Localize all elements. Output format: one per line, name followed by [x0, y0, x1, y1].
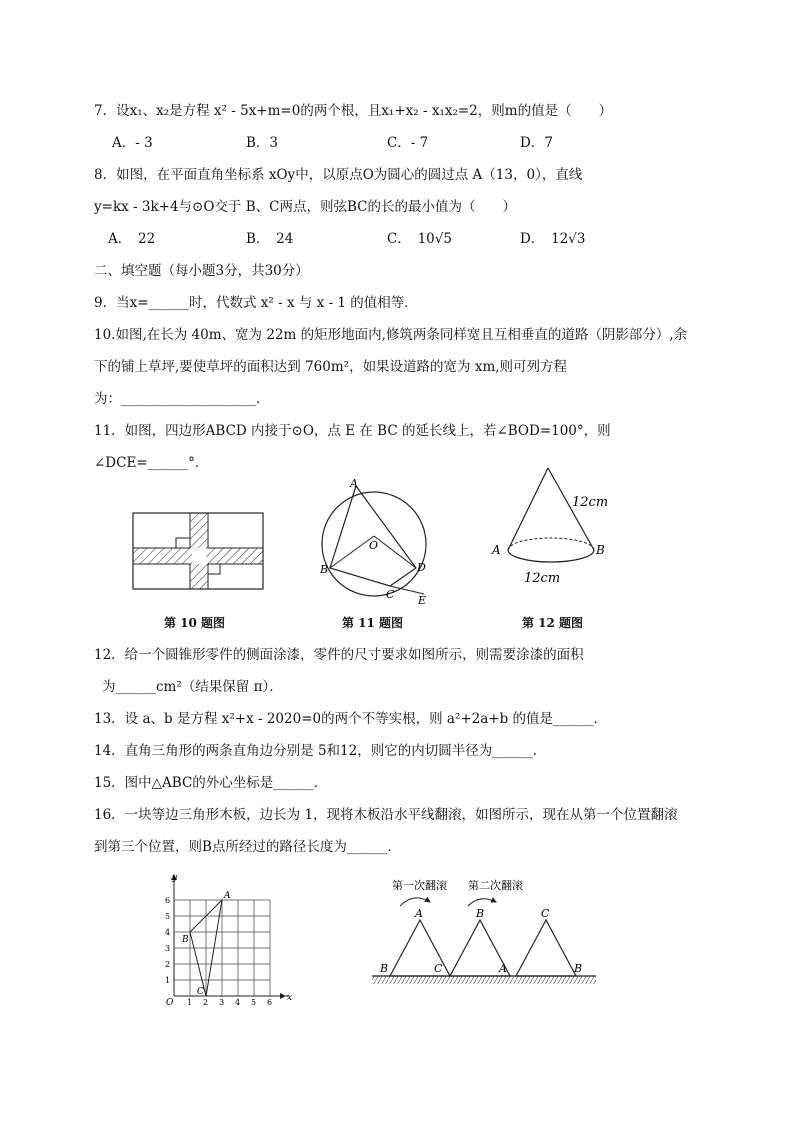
fig11-label-a: A — [350, 477, 358, 490]
question-12-line1: 12．给一个圆锥形零件的侧面涂漆，零件的尺寸要求如图所示，则需要涂漆的面积 — [94, 647, 584, 663]
fig15-origin-label: O — [166, 998, 174, 1006]
fig12-label-a: A — [492, 543, 501, 557]
fig15-x-tick: 2 — [203, 998, 209, 1006]
fig15-x-tick: 4 — [235, 998, 241, 1006]
question-12-line2: 为______cm²（结果保留 π）． — [102, 679, 283, 695]
figure-11 — [316, 476, 436, 606]
figure-12 — [488, 466, 618, 590]
question-8-line2: y=kx - 3k+4与⊙O交于 B、C两点，则弦BC的长的最小值为（ ） — [94, 199, 516, 215]
fig16-roll1-arrow — [400, 898, 430, 906]
fig16-roll2-label: 第二次翻滚 — [468, 879, 523, 892]
cone-base-front — [508, 550, 594, 562]
fig15-x-tick: 5 — [251, 998, 257, 1006]
fig11-label-e: E — [418, 594, 427, 606]
question-7-text: 7．设x₁、x₂是方程 x² - 5x+m=0的两个根，且x₁+x₂ - x₁x₂=2，则m的值是（ ） — [94, 103, 613, 119]
road-offset-left — [176, 538, 190, 548]
fig16-roll1-label: 第一次翻滚 — [392, 879, 447, 892]
fig15-point-a: A — [224, 891, 231, 901]
fig11-label-d: D — [417, 561, 426, 574]
question-16-line1: 16．一块等边三角形木板，边长为 1，现将木板沿水平线翻滚，如图所示，现在从第一个位置翻滚 — [94, 807, 678, 823]
fig16-label-b2: B — [476, 907, 485, 920]
q8-option-c: C． 10√5 — [387, 231, 452, 247]
fig12-slant-label: 12cm — [572, 495, 609, 510]
fig16-label-c1: C — [434, 962, 443, 975]
caption-fig10: 第 10 题图 — [164, 616, 226, 630]
fig15-y-tick: 1 — [165, 976, 171, 985]
fig16-label-b3: B — [574, 962, 583, 975]
fig15-x-tick: 6 — [267, 998, 273, 1006]
fig11-label-c: C — [386, 588, 395, 601]
fig15-x-tick: 3 — [219, 998, 225, 1006]
fig15-y-tick: 3 — [165, 944, 171, 953]
fig15-tick-labels — [165, 896, 272, 1006]
figure-10 — [132, 512, 266, 592]
q8-option-b: B． 24 — [246, 231, 294, 247]
fig15-x-arrow — [280, 993, 286, 999]
question-10-line3: 为：____________________． — [94, 391, 270, 407]
fig16-label-a2: A — [499, 962, 507, 975]
fig15-y-tick: 2 — [165, 960, 171, 969]
q7-option-a: A．- 3 — [112, 135, 153, 151]
q7-option-c: C．- 7 — [387, 135, 429, 151]
q8-option-d: D． 12√3 — [520, 231, 586, 247]
fig15-y-label: y — [172, 873, 178, 883]
fig16-label-b1: B — [380, 962, 389, 975]
fig16-label-c2: C — [541, 907, 550, 920]
cone-base-back — [508, 538, 594, 550]
caption-fig12: 第 12 题图 — [522, 616, 584, 630]
question-13-text: 13．设 a、b 是方程 x²+x - 2020=0的两个不等实根，则 a²+2a+b 的值是______． — [94, 711, 608, 727]
extension-ce — [390, 586, 424, 594]
fig16-roll2-arrow — [468, 899, 496, 906]
fig15-y-tick: 4 — [165, 928, 171, 937]
fig15-gridlines — [174, 900, 270, 996]
fig15-point-b: B — [182, 935, 189, 945]
fig16-label-a1: A — [415, 907, 423, 920]
road-offset-right — [208, 564, 220, 574]
q8-option-a: A． 22 — [108, 231, 156, 247]
fig16-triangle-3 — [516, 920, 576, 976]
figure-16-rolling — [370, 872, 598, 988]
question-15-text: 15．图中△ABC的外心坐标是______． — [94, 775, 328, 791]
fig11-label-o: O — [369, 539, 379, 552]
fig11-label-b: B — [320, 563, 329, 576]
caption-fig11: 第 11 题图 — [342, 616, 404, 630]
figure-15-grid — [160, 872, 294, 1006]
question-14-text: 14．直角三角形的两条直角边分别是 5和12，则它的内切圆半径为______． — [94, 743, 547, 759]
fig15-y-tick: 5 — [165, 912, 171, 921]
question-10-line1: 10.如图,在长为 40m、宽为 22m 的矩形地面内,修筑两条同样宽且互相垂直的道路（阴影部分）,余 — [94, 327, 688, 343]
segment-od — [374, 536, 416, 568]
question-11-line1: 11．如图，四边形ABCD 内接于⊙O，点 E 在 BC 的延长线上，若∠BOD=100°，则 — [94, 423, 611, 439]
fig12-base-label: 12cm — [524, 571, 561, 586]
q7-option-b: B．3 — [246, 135, 279, 151]
fig15-point-c: C — [197, 987, 204, 997]
question-8-line1: 8．如图，在平面直角坐标系 xOy中，以原点O为圆心的圆过点 A（13，0），直线 — [94, 167, 583, 183]
segment-ob — [330, 536, 374, 568]
q7-option-d: D．7 — [520, 135, 553, 151]
fig12-label-b: B — [596, 543, 605, 557]
cone-left-edge — [508, 468, 548, 550]
fig15-x-label: x — [287, 993, 293, 1003]
question-9-text: 9．当x=______时，代数式 x² - x 与 x - 1 的值相等． — [94, 295, 418, 311]
question-10-line2: 下的铺上草坪,要使草坪的面积达到 760m²，如果设道路的宽为 xm,则可列方程 — [94, 359, 568, 375]
question-11-line2: ∠DCE=______°． — [94, 455, 209, 471]
fig16-ground — [372, 976, 596, 984]
section-heading: 二、填空题（每小题3分，共30分） — [94, 263, 309, 279]
fig15-x-tick: 1 — [187, 998, 193, 1006]
fig15-y-tick: 6 — [165, 896, 171, 905]
road-intersection — [192, 548, 206, 564]
question-16-line2: 到第三个位置，则B点所经过的路径长度为______． — [94, 839, 401, 855]
